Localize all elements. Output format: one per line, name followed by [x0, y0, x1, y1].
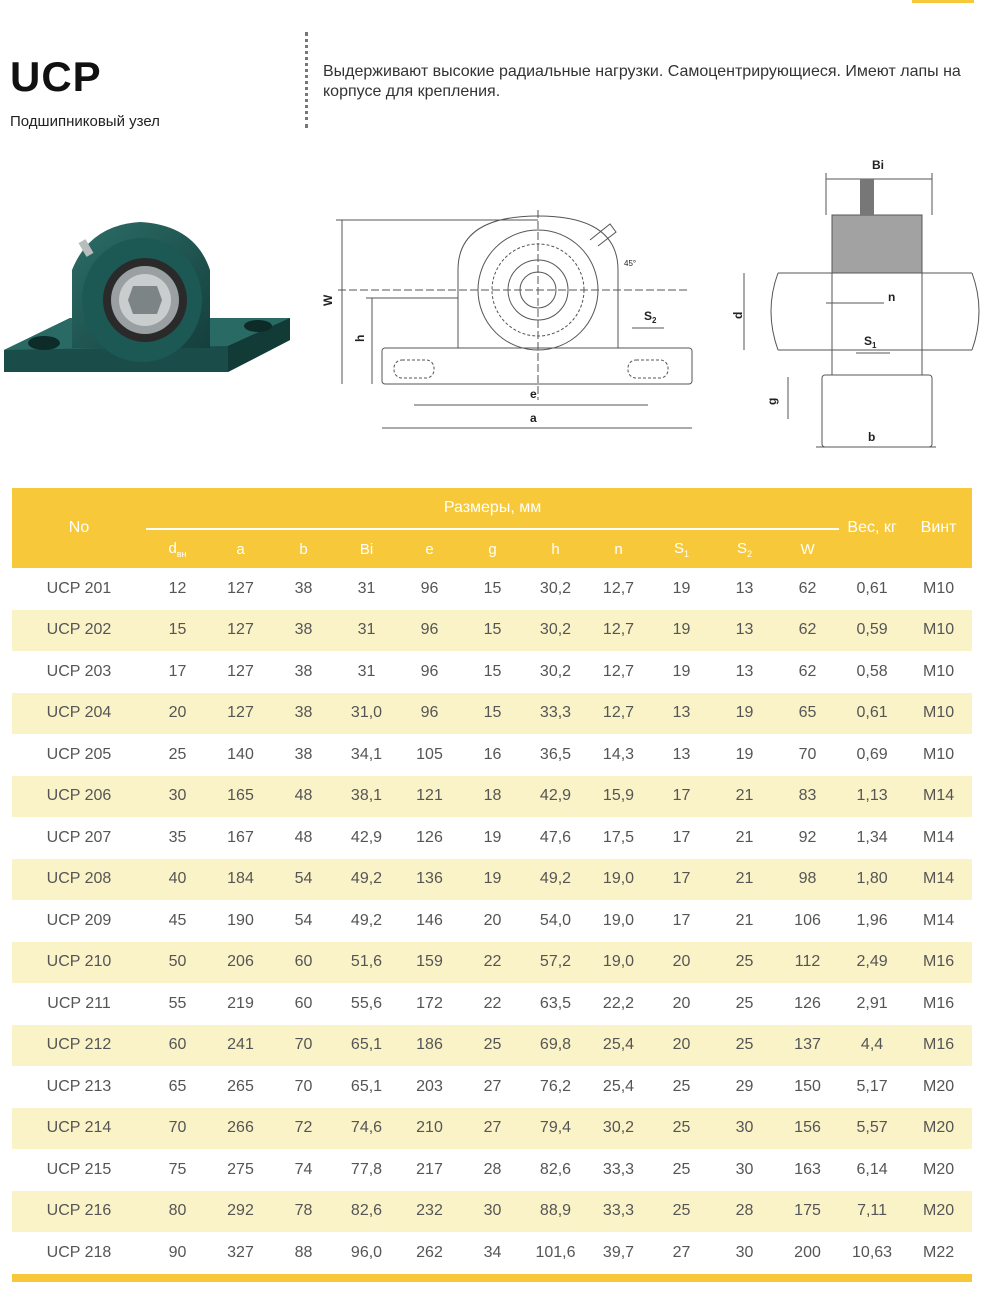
value-cell: M14: [905, 859, 972, 901]
value-cell: M10: [905, 610, 972, 652]
value-cell: 77,8: [350, 1160, 383, 1178]
value-cell: 232: [398, 1191, 461, 1233]
value-cell: 49,2: [524, 859, 587, 901]
value-cell: 200: [794, 1243, 821, 1261]
value-cell: 19,0: [602, 911, 635, 929]
value-cell: 31,0: [335, 693, 398, 735]
value-cell: 12,7: [587, 610, 650, 652]
value-cell: 190: [227, 911, 254, 929]
value-cell: 22: [461, 942, 524, 984]
value-cell: 5,17: [856, 1077, 888, 1095]
table-row: [12, 942, 972, 984]
value-cell: 203: [416, 1077, 443, 1095]
dim-b-label: b: [868, 430, 876, 444]
value-cell: 42,9: [524, 776, 587, 818]
table-body: [12, 568, 972, 1274]
value-cell: 90: [168, 1243, 187, 1261]
value-cell: 72: [272, 1108, 335, 1150]
col-header: a: [209, 529, 272, 568]
value-cell: 35: [168, 828, 187, 846]
value-cell: 18: [461, 776, 524, 818]
value-cell: 159: [398, 942, 461, 984]
model-cell: UCP 206: [12, 776, 146, 818]
value-cell: 54: [294, 911, 313, 929]
value-cell: 42,9: [350, 828, 383, 846]
value-cell: 62: [776, 610, 839, 652]
value-cell: 1,13: [839, 776, 905, 818]
value-cell: 105: [416, 745, 443, 763]
value-cell: 31: [335, 610, 398, 652]
value-cell: 48: [294, 828, 313, 846]
col-header: Bi: [335, 529, 398, 568]
value-cell: 40: [146, 859, 209, 901]
value-cell: 25: [168, 745, 187, 763]
value-cell: 27: [672, 1243, 691, 1261]
value-cell: 38: [294, 745, 313, 763]
value-cell: 12,7: [602, 662, 635, 680]
value-cell: 1,96: [856, 911, 888, 929]
value-cell: 38: [272, 610, 335, 652]
value-cell: 38: [294, 579, 313, 597]
table-row: [12, 693, 972, 735]
value-cell: 92: [798, 828, 817, 846]
value-cell: 25,4: [602, 1077, 635, 1095]
table-row: [12, 776, 972, 818]
value-cell: M22: [922, 1243, 955, 1261]
value-cell: 146: [416, 911, 443, 929]
value-cell: 30,2: [539, 662, 572, 680]
value-cell: M16: [922, 994, 955, 1012]
brand-block: [10, 53, 160, 132]
value-cell: 163: [794, 1160, 821, 1178]
value-cell: 96: [398, 693, 461, 735]
value-cell: 15: [461, 610, 524, 652]
value-cell: 17: [672, 911, 691, 929]
value-cell: 33,3: [587, 1191, 650, 1233]
dim-g-label: g: [765, 397, 779, 405]
value-cell: 1,80: [839, 859, 905, 901]
value-cell: 80: [146, 1191, 209, 1233]
value-cell: 101,6: [535, 1243, 576, 1261]
model-cell: UCP 201: [46, 579, 112, 597]
value-cell: 0,59: [839, 610, 905, 652]
value-cell: 74: [294, 1160, 313, 1178]
col-no-header: No: [12, 488, 146, 568]
dim-e-label: e: [530, 387, 537, 401]
value-cell: 25: [713, 1025, 776, 1067]
value-cell: 62: [798, 662, 817, 680]
value-cell: M10: [922, 745, 955, 763]
value-cell: 219: [227, 994, 254, 1012]
table-row: [12, 1232, 972, 1274]
value-cell: 21: [713, 859, 776, 901]
value-cell: 0,69: [856, 745, 888, 763]
value-cell: 13: [672, 745, 691, 763]
col-header: b: [272, 529, 335, 568]
value-cell: 30,2: [587, 1108, 650, 1150]
value-cell: 19: [672, 579, 691, 597]
value-cell: 13: [735, 579, 754, 597]
value-cell: 1,34: [856, 828, 888, 846]
col-header: $d_{вн}$: [146, 529, 209, 568]
model-cell: UCP 212: [12, 1025, 146, 1067]
value-cell: 50: [146, 942, 209, 984]
value-cell: 63,5: [539, 994, 572, 1012]
value-cell: 65,1: [335, 1025, 398, 1067]
table-row: [12, 1149, 972, 1191]
value-cell: M16: [905, 1025, 972, 1067]
value-cell: 17: [650, 776, 713, 818]
dotted-divider: [305, 32, 308, 128]
dim-s1-label: $S_1$: [864, 334, 877, 350]
table-row: [12, 610, 972, 652]
value-cell: 4,4: [839, 1025, 905, 1067]
value-cell: 70: [798, 745, 817, 763]
value-cell: 127: [227, 579, 254, 597]
value-cell: 12,7: [587, 693, 650, 735]
value-cell: 30: [713, 1108, 776, 1150]
value-cell: 70: [294, 1077, 313, 1095]
value-cell: 172: [416, 994, 443, 1012]
value-cell: 28: [483, 1160, 502, 1178]
value-cell: 165: [209, 776, 272, 818]
page-subtitle: Подшипниковый узел: [10, 113, 160, 130]
value-cell: 38,1: [335, 776, 398, 818]
dim-n-label: n: [888, 290, 896, 304]
col-header: W: [776, 529, 839, 568]
value-cell: 22,2: [602, 994, 635, 1012]
dim-w-label: W: [321, 294, 335, 306]
value-cell: 136: [398, 859, 461, 901]
col-header: $S_2$: [713, 529, 776, 568]
value-cell: 21: [735, 911, 754, 929]
value-cell: M10: [905, 693, 972, 735]
value-cell: 96,0: [350, 1243, 383, 1261]
table-row: [12, 1066, 972, 1108]
value-cell: 217: [416, 1160, 443, 1178]
value-cell: 25: [672, 1077, 691, 1095]
value-cell: 292: [209, 1191, 272, 1233]
table-header: [12, 488, 972, 568]
value-cell: 184: [209, 859, 272, 901]
value-cell: M10: [922, 579, 955, 597]
value-cell: 12,7: [602, 579, 635, 597]
value-cell: 0,61: [839, 693, 905, 735]
dim-h-label: h: [353, 334, 367, 342]
value-cell: 13: [735, 662, 754, 680]
page-title: UCP: [10, 53, 102, 100]
value-cell: 17: [650, 859, 713, 901]
value-cell: 126: [794, 994, 821, 1012]
value-cell: 70: [272, 1025, 335, 1067]
value-cell: M20: [922, 1077, 955, 1095]
value-cell: 112: [776, 942, 839, 984]
value-cell: 29: [735, 1077, 754, 1095]
value-cell: 126: [416, 828, 443, 846]
model-cell: UCP 213: [46, 1077, 112, 1095]
value-cell: 31: [357, 662, 376, 680]
value-cell: 51,6: [335, 942, 398, 984]
value-cell: 30,2: [539, 579, 572, 597]
value-cell: 65,1: [350, 1077, 383, 1095]
value-cell: 47,6: [539, 828, 572, 846]
value-cell: 74,6: [335, 1108, 398, 1150]
value-cell: 16: [483, 745, 502, 763]
value-cell: 106: [794, 911, 821, 929]
value-cell: 60: [272, 942, 335, 984]
col-screw-header: Винт: [905, 488, 972, 568]
value-cell: 15: [461, 693, 524, 735]
value-cell: 15: [483, 662, 502, 680]
value-cell: 33,3: [602, 1160, 635, 1178]
value-cell: 31: [357, 579, 376, 597]
value-cell: 62: [798, 579, 817, 597]
table-row: [12, 859, 972, 901]
value-cell: 22: [483, 994, 502, 1012]
value-cell: 14,3: [602, 745, 635, 763]
value-cell: 20: [672, 994, 691, 1012]
value-cell: 265: [227, 1077, 254, 1095]
value-cell: 82,6: [539, 1160, 572, 1178]
value-cell: 25: [713, 942, 776, 984]
value-cell: 83: [776, 776, 839, 818]
value-cell: 54: [272, 859, 335, 901]
value-cell: 57,2: [524, 942, 587, 984]
value-cell: 150: [794, 1077, 821, 1095]
model-cell: UCP 202: [12, 610, 146, 652]
value-cell: M14: [922, 911, 955, 929]
dim-angle-label: 45°: [624, 259, 637, 268]
value-cell: 15: [483, 579, 502, 597]
col-header: e: [398, 529, 461, 568]
model-cell: UCP 204: [12, 693, 146, 735]
value-cell: M10: [922, 662, 955, 680]
table-row: [12, 983, 972, 1025]
model-cell: UCP 216: [12, 1191, 146, 1233]
col-header: n: [587, 529, 650, 568]
value-cell: 0,58: [856, 662, 888, 680]
table-footer-bar: [12, 1274, 972, 1282]
value-cell: 30: [735, 1243, 754, 1261]
model-cell: UCP 218: [46, 1243, 112, 1261]
value-cell: 121: [398, 776, 461, 818]
model-cell: UCP 215: [46, 1160, 112, 1178]
value-cell: M14: [905, 776, 972, 818]
model-cell: UCP 210: [12, 942, 146, 984]
value-cell: 25: [650, 1191, 713, 1233]
value-cell: 19: [650, 610, 713, 652]
model-cell: UCP 214: [12, 1108, 146, 1150]
value-cell: 76,2: [539, 1077, 572, 1095]
value-cell: 48: [272, 776, 335, 818]
dimensions-group-header: Размеры, мм: [146, 488, 839, 529]
value-cell: 19: [483, 828, 502, 846]
value-cell: 19,0: [587, 942, 650, 984]
value-cell: 30: [735, 1160, 754, 1178]
value-cell: 175: [776, 1191, 839, 1233]
value-cell: M20: [905, 1108, 972, 1150]
value-cell: 186: [398, 1025, 461, 1067]
front-view-drawing: [318, 200, 700, 440]
model-cell: UCP 211: [47, 994, 111, 1012]
value-cell: 13: [650, 693, 713, 735]
side-view-drawing: [731, 155, 1000, 460]
value-cell: 25,4: [587, 1025, 650, 1067]
col-header: h: [524, 529, 587, 568]
value-cell: 127: [209, 693, 272, 735]
value-cell: 65: [168, 1077, 187, 1095]
table-row: [12, 1025, 972, 1067]
value-cell: 15,9: [587, 776, 650, 818]
value-cell: 6,14: [856, 1160, 888, 1178]
value-cell: 7,11: [839, 1191, 905, 1233]
value-cell: 49,2: [335, 859, 398, 901]
value-cell: 17: [672, 828, 691, 846]
value-cell: M20: [922, 1160, 955, 1178]
value-cell: 55,6: [350, 994, 383, 1012]
value-cell: M14: [922, 828, 955, 846]
value-cell: 13: [713, 610, 776, 652]
value-cell: 27: [483, 1077, 502, 1095]
value-cell: 2,49: [839, 942, 905, 984]
value-cell: 28: [713, 1191, 776, 1233]
value-cell: 275: [227, 1160, 254, 1178]
value-cell: 241: [209, 1025, 272, 1067]
value-cell: 38: [272, 693, 335, 735]
col-header: $S_1$: [650, 529, 713, 568]
value-cell: 96: [420, 579, 439, 597]
value-cell: 167: [227, 828, 254, 846]
value-cell: 0,61: [856, 579, 888, 597]
value-cell: 54,0: [539, 911, 572, 929]
value-cell: 19: [713, 693, 776, 735]
value-cell: 327: [227, 1243, 254, 1261]
value-cell: 10,63: [852, 1243, 893, 1261]
col-header: g: [461, 529, 524, 568]
product-description: Выдерживают высокие радиальные нагрузки. Самоцентрирующиеся. Имеют лапы на корпусе для крепления.: [323, 63, 961, 100]
value-cell: 45: [168, 911, 187, 929]
model-cell: UCP 205: [46, 745, 112, 763]
value-cell: 65: [776, 693, 839, 735]
dim-d-label: d: [731, 311, 745, 319]
value-cell: 19,0: [587, 859, 650, 901]
value-cell: 262: [416, 1243, 443, 1261]
value-cell: 98: [776, 859, 839, 901]
value-cell: 20: [650, 942, 713, 984]
value-cell: 70: [146, 1108, 209, 1150]
col-weight-header: Вес, кг: [839, 488, 905, 568]
value-cell: 25: [735, 994, 754, 1012]
value-cell: 82,6: [335, 1191, 398, 1233]
model-cell: UCP 203: [46, 662, 112, 680]
value-cell: 27: [461, 1108, 524, 1150]
value-cell: 140: [227, 745, 254, 763]
model-cell: UCP 209: [46, 911, 112, 929]
value-cell: 30: [461, 1191, 524, 1233]
top-accent-bar: [912, 0, 974, 3]
value-cell: 78: [272, 1191, 335, 1233]
table-row: [12, 900, 972, 942]
model-cell: UCP 208: [12, 859, 146, 901]
dim-bi-label: Bi: [872, 158, 884, 172]
value-cell: 69,8: [524, 1025, 587, 1067]
value-cell: 55: [168, 994, 187, 1012]
value-cell: 15: [146, 610, 209, 652]
value-cell: 210: [398, 1108, 461, 1150]
value-cell: 88: [294, 1243, 313, 1261]
value-cell: 33,3: [524, 693, 587, 735]
model-cell: UCP 207: [46, 828, 112, 846]
value-cell: 21: [713, 776, 776, 818]
value-cell: 49,2: [350, 911, 383, 929]
value-cell: 127: [227, 662, 254, 680]
specifications-table: [12, 488, 972, 1282]
value-cell: 17,5: [602, 828, 635, 846]
value-cell: 20: [483, 911, 502, 929]
value-cell: 20: [146, 693, 209, 735]
value-cell: 25: [650, 1108, 713, 1150]
value-cell: M20: [905, 1191, 972, 1233]
value-cell: 60: [294, 994, 313, 1012]
value-cell: 17: [168, 662, 187, 680]
value-cell: 266: [209, 1108, 272, 1150]
value-cell: 206: [209, 942, 272, 984]
value-cell: 127: [209, 610, 272, 652]
value-cell: 96: [420, 662, 439, 680]
value-cell: 36,5: [539, 745, 572, 763]
value-cell: 19: [672, 662, 691, 680]
value-cell: 12: [168, 579, 187, 597]
value-cell: 5,57: [839, 1108, 905, 1150]
value-cell: 34,1: [350, 745, 383, 763]
value-cell: 2,91: [856, 994, 888, 1012]
dim-s2-label: $S_2$: [644, 309, 657, 325]
value-cell: 19: [461, 859, 524, 901]
table-row: [12, 1191, 972, 1233]
value-cell: 39,7: [602, 1243, 635, 1261]
table-row: [12, 568, 972, 610]
value-cell: 60: [146, 1025, 209, 1067]
dim-a-label: a: [530, 411, 537, 425]
value-cell: 30,2: [524, 610, 587, 652]
table-row: [12, 651, 972, 693]
value-cell: 79,4: [524, 1108, 587, 1150]
value-cell: 19: [735, 745, 754, 763]
table-row: [12, 1108, 972, 1150]
value-cell: 156: [776, 1108, 839, 1150]
value-cell: 25: [672, 1160, 691, 1178]
value-cell: 30: [146, 776, 209, 818]
value-cell: 25: [461, 1025, 524, 1067]
value-cell: 34: [483, 1243, 502, 1261]
value-cell: 75: [168, 1160, 187, 1178]
value-cell: 88,9: [524, 1191, 587, 1233]
value-cell: M16: [905, 942, 972, 984]
value-cell: 137: [776, 1025, 839, 1067]
table-row: [12, 817, 972, 859]
value-cell: 38: [294, 662, 313, 680]
bearing-unit-photo: [0, 200, 292, 410]
value-cell: 20: [650, 1025, 713, 1067]
table-row: [12, 734, 972, 776]
value-cell: 21: [735, 828, 754, 846]
value-cell: 96: [398, 610, 461, 652]
